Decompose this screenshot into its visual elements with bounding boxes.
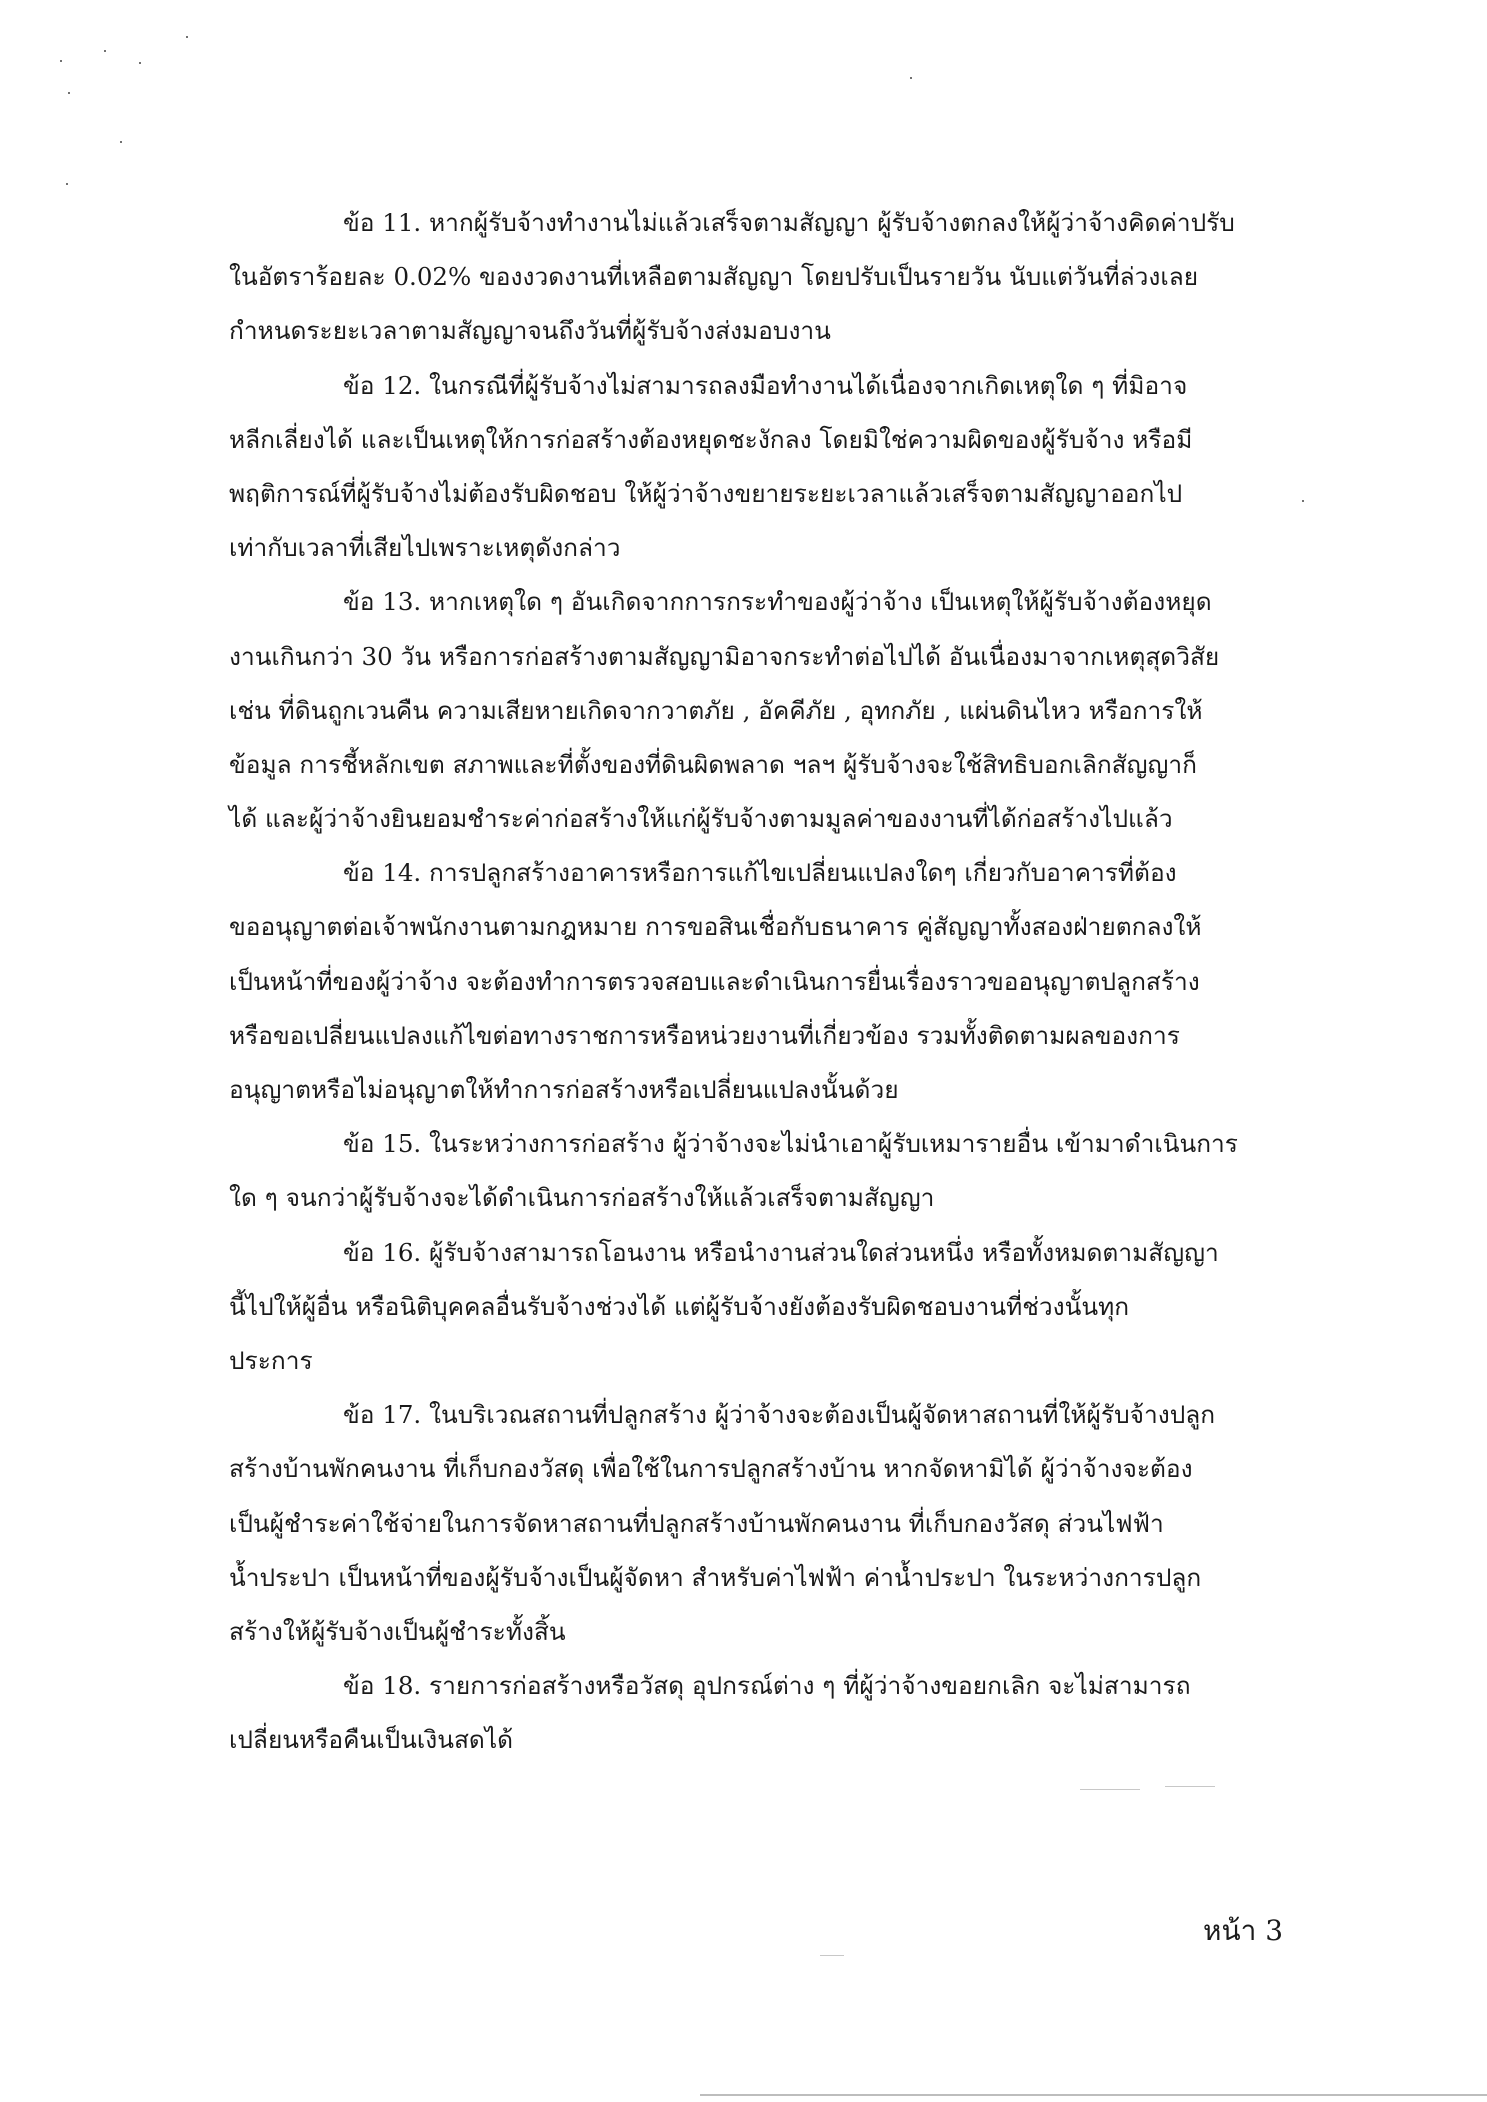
clause-line: ข้อ 11. หากผู้รับจ้างทำงานไม่แล้วเสร็จตามสัญญา ผู้รับจ้างตกลงให้ผู้ว่าจ้างคิดค่าปรับ xyxy=(343,208,1235,237)
clause-15 xyxy=(229,1117,1274,1225)
clause-14 xyxy=(229,846,1274,1117)
clause-line: ข้อ 12. ในกรณีที่ผู้รับจ้างไม่สามารถลงมือทำงานได้เนื่องจากเกิดเหตุใด ๆ ที่มิอาจ xyxy=(343,370,1188,400)
clause-16 xyxy=(229,1226,1274,1389)
clause-line: ขออนุญาตต่อเจ้าพนักงานตามกฎหมาย การขอสินเชื่อกับธนาคาร คู่สัญญาทั้งสองฝ่ายตกลงให้ xyxy=(229,912,1202,942)
scan-speck xyxy=(910,77,912,79)
scan-speck xyxy=(139,62,141,64)
clause-line: เท่ากับเวลาที่เสียไปเพราะเหตุดังกล่าว xyxy=(229,533,621,563)
scan-speck xyxy=(120,141,122,143)
clause-line: หรือขอเปลี่ยนแปลงแก้ไขต่อทางราชการหรือหน่วยงานที่เกี่ยวข้อง รวมทั้งติดตามผลของการ xyxy=(229,1020,1180,1050)
clause-line: สร้างให้ผู้รับจ้างเป็นผู้ชำระทั้งสิ้น xyxy=(229,1616,566,1646)
scan-smudge xyxy=(1080,1789,1140,1790)
clause-line: สร้างบ้านพักคนงาน ที่เก็บกองวัสดุ เพื่อใช้ในการปลูกสร้างบ้าน หากจัดหามิได้ ผู้ว่าจ้างจะต้อง xyxy=(229,1454,1193,1484)
clause-line: ข้อ 17. ในบริเวณสถานที่ปลูกสร้าง ผู้ว่าจ้างจะต้องเป็นผู้จัดหาสถานที่ให้ผู้รับจ้างปลูก xyxy=(343,1400,1216,1430)
clause-line: ในอัตราร้อยละ 0.02% ของงวดงานที่เหลือตามสัญญา โดยปรับเป็นรายวัน นับแต่วันที่ล่วงเลย xyxy=(229,262,1199,292)
clause-line: อนุญาตหรือไม่อนุญาตให้ทำการก่อสร้างหรือเปลี่ยนแปลงนั้นด้วย xyxy=(229,1075,899,1104)
clause-line: ได้ และผู้ว่าจ้างยินยอมชำระค่าก่อสร้างให้แก่ผู้รับจ้างตามมูลค่าของงานที่ได้ก่อสร้างไปแล้ว xyxy=(229,804,1173,834)
clause-line: นี้ไปให้ผู้อื่น หรือนิติบุคคลอื่นรับจ้างช่วงได้ แต่ผู้รับจ้างยังต้องรับผิดชอบงานที่ช่วงนั้นทุก xyxy=(229,1291,1130,1321)
clause-line: กำหนดระยะเวลาตามสัญญาจนถึงวันที่ผู้รับจ้างส่งมอบงาน xyxy=(229,316,831,346)
scan-speck xyxy=(186,36,188,38)
clause-line: ข้อ 18. รายการก่อสร้างหรือวัสดุ อุปกรณ์ต่าง ๆ ที่ผู้ว่าจ้างขอยกเลิก จะไม่สามารถ xyxy=(343,1671,1191,1701)
scan-smudge xyxy=(1165,1786,1215,1787)
clause-13 xyxy=(229,575,1274,846)
scan-speck xyxy=(60,60,62,62)
clause-line: หลีกเลี่ยงได้ และเป็นเหตุให้การก่อสร้างต้องหยุดชะงักลง โดยมิใช่ความผิดของผู้รับจ้าง หรือมี xyxy=(229,424,1193,454)
clause-line: ประการ xyxy=(229,1345,313,1375)
clause-12 xyxy=(229,359,1274,576)
scan-speck xyxy=(104,50,106,52)
scan-speck xyxy=(1302,500,1304,502)
clause-18 xyxy=(229,1659,1274,1767)
clause-line: เปลี่ยนหรือคืนเป็นเงินสดได้ xyxy=(229,1725,514,1755)
scan-speck xyxy=(68,92,70,94)
clause-line: ใด ๆ จนกว่าผู้รับจ้างจะได้ดำเนินการก่อสร้างให้แล้วเสร็จตามสัญญา xyxy=(229,1183,935,1213)
clause-17 xyxy=(229,1388,1274,1659)
clause-line: ข้อ 13. หากเหตุใด ๆ อันเกิดจากการกระทำของผู้ว่าจ้าง เป็นเหตุให้ผู้รับจ้างต้องหยุด xyxy=(343,587,1212,617)
clause-line: เป็นหน้าที่ของผู้ว่าจ้าง จะต้องทำการตรวจสอบและดำเนินการยื่นเรื่องราวขออนุญาตปลูกสร้าง xyxy=(229,966,1200,996)
clause-line: งานเกินกว่า 30 วัน หรือการก่อสร้างตามสัญญามิอาจกระทำต่อไปได้ อันเนื่องมาจากเหตุสุดวิสัย xyxy=(229,641,1220,671)
clause-line: น้ำประปา เป็นหน้าที่ของผู้รับจ้างเป็นผู้จัดหา สำหรับค่าไฟฟ้า ค่าน้ำประปา ในระหว่างการปลูก xyxy=(229,1562,1202,1592)
scan-smudge xyxy=(820,1955,844,1956)
clause-line: เป็นผู้ชำระค่าใช้จ่ายในการจัดหาสถานที่ปลูกสร้างบ้านพักคนงาน ที่เก็บกองวัสดุ ส่วนไฟฟ้า xyxy=(229,1508,1164,1538)
contract-clauses xyxy=(229,196,1274,1767)
page-number: หน้า 3 xyxy=(1203,1914,1284,1947)
clause-line: พฤติการณ์ที่ผู้รับจ้างไม่ต้องรับผิดชอบ ให้ผู้ว่าจ้างขยายระยะเวลาแล้วเสร็จตามสัญญาออกไป xyxy=(229,478,1183,508)
clause-line: ข้อ 16. ผู้รับจ้างสามารถโอนงาน หรือนำงานส่วนใดส่วนหนึ่ง หรือทั้งหมดตามสัญญา xyxy=(343,1237,1219,1267)
clause-line: ข้อ 14. การปลูกสร้างอาคารหรือการแก้ไขเปลี่ยนแปลงใดๆ เกี่ยวกับอาคารที่ต้อง xyxy=(343,858,1177,888)
scan-speck xyxy=(66,183,68,185)
clause-line: ข้อ 15. ในระหว่างการก่อสร้าง ผู้ว่าจ้างจะไม่นำเอาผู้รับเหมารายอื่น เข้ามาดำเนินการ xyxy=(343,1129,1238,1159)
clause-11 xyxy=(229,196,1274,359)
scan-bottom-edge xyxy=(700,2094,1487,2096)
clause-line: เช่น ที่ดินถูกเวนคืน ความเสียหายเกิดจากวาตภัย , อัคคีภัย , อุทกภัย , แผ่นดินไหว หรือการให้ xyxy=(229,695,1203,725)
clause-line: ข้อมูล การชี้หลักเขต สภาพและที่ตั้งของที่ดินผิดพลาด ฯลฯ ผู้รับจ้างจะใช้สิทธิบอกเลิกสัญญาก็ xyxy=(229,749,1197,779)
